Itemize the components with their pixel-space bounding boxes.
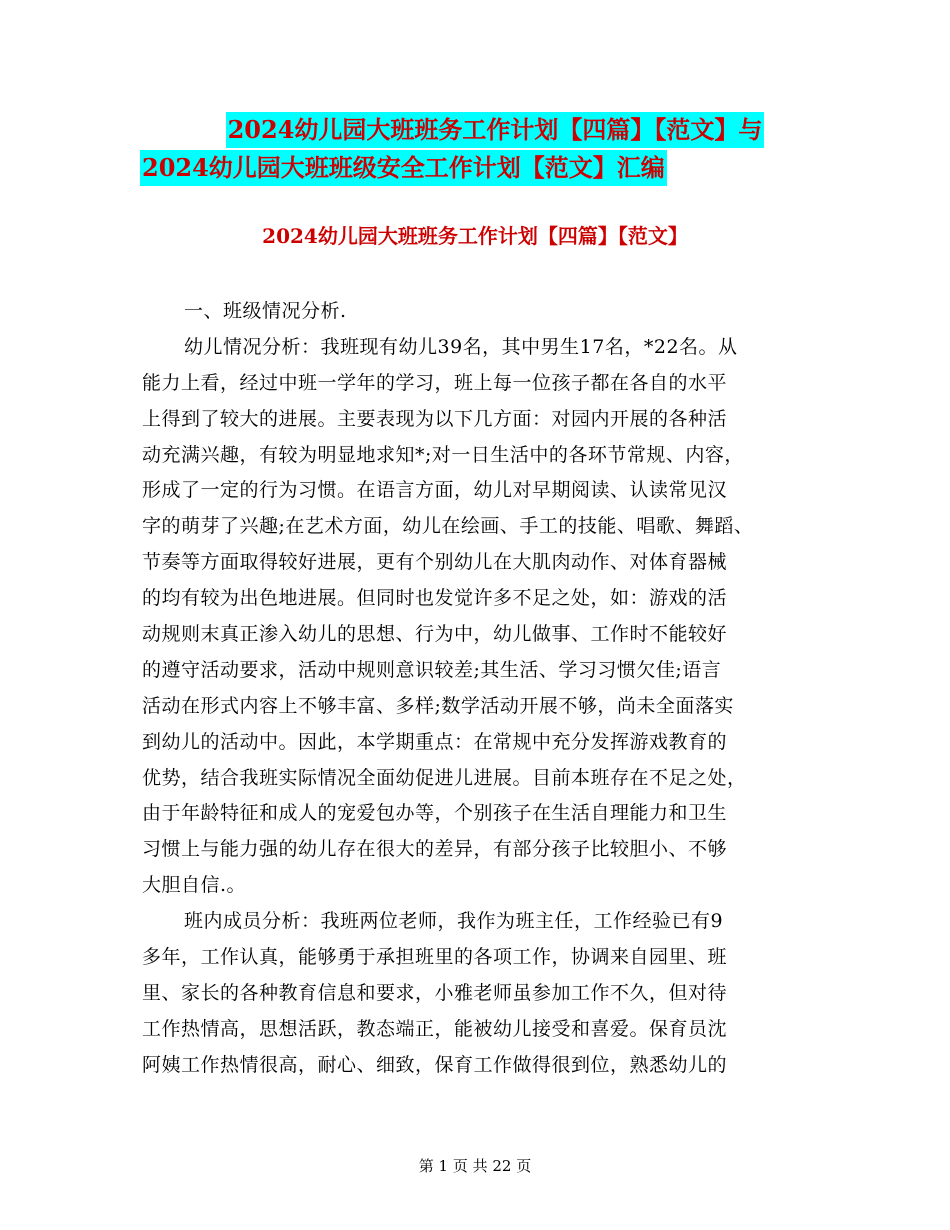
title-line-1: 2024幼儿园大班班务工作计划【四篇】【范文】与 (226, 112, 765, 148)
page-footer: 第 1 页 共 22 页 (418, 1157, 532, 1175)
title-line-2: 2024幼儿园大班班级安全工作计划【范文】汇编 (140, 150, 667, 186)
paragraph-line: 的均有较为出色地进展。但同时也发觉许多不足之处，如：游戏的活 (142, 587, 728, 610)
paragraph-line: 能力上看，经过中班一学年的学习，班上每一位孩子都在各自的水平 (142, 371, 728, 394)
paragraph-line: 活动在形式内容上不够丰富、多样;数学活动开展不够，尚未全面落实 (142, 694, 734, 717)
paragraph-line: 阿姨工作热情很高，耐心、细致，保育工作做得很到位，熟悉幼儿的 (142, 1053, 728, 1076)
paragraph-line: 动规则末真正渗入幼儿的思想、行为中，幼儿做事、工作时不能较好 (142, 623, 728, 646)
paragraph-line: 习惯上与能力强的幼儿存在很大的差异，有部分孩子比较胆小、不够 (142, 838, 728, 861)
paragraph-line: 班内成员分析：我班两位老师，我作为班主任，工作经验已有9 (184, 910, 724, 933)
paragraph-line: 优势，结合我班实际情况全面幼促进儿进展。目前本班存在不足之处， (142, 766, 747, 789)
paragraph-line: 上得到了较大的进展。主要表现为以下几方面：对园内开展的各种活 (142, 407, 728, 430)
paragraph-line: 的遵守活动要求，活动中规则意识较差;其生活、学习习惯欠佳;语言 (142, 658, 722, 681)
paragraph-line: 里、家长的各种教育信息和要求，小雅老师虽参加工作不久，但对待 (142, 981, 728, 1004)
section-title: 2024幼儿园大班班务工作计划【四篇】【范文】 (262, 224, 688, 248)
paragraph-line: 幼儿情况分析：我班现有幼儿39名，其中男生17名，*22名。从 (184, 335, 738, 358)
paragraph-line: 到幼儿的活动中。因此，本学期重点：在常规中充分发挥游戏教育的 (142, 730, 728, 753)
paragraph-line: 工作热情高，思想活跃，教态端正，能被幼儿接受和喜爱。保育员沈 (142, 1017, 728, 1040)
document-body (142, 294, 822, 1084)
paragraph-line: 多年，工作认真，能够勇于承担班里的各项工作，协调来自园里、班 (142, 946, 728, 969)
paragraph-line: 由于年龄特征和成人的宠爱包办等，个别孩子在生活自理能力和卫生 (142, 802, 728, 825)
document-title (0, 112, 950, 182)
paragraph-line: 大胆自信.。 (142, 874, 247, 897)
paragraph-line: 节奏等方面取得较好进展，更有个别幼儿在大肌肉动作、对体育器械 (142, 551, 728, 574)
paragraph-line: 形成了一定的行为习惯。在语言方面，幼儿对早期阅读、认读常见汉 (142, 479, 728, 502)
paragraph-line: 字的萌芽了兴趣;在艺术方面，幼儿在绘画、手工的技能、唱歌、舞蹈、 (142, 515, 754, 538)
heading-class-analysis: 一、班级情况分析. (184, 300, 347, 322)
paragraph-line: 动充满兴趣，有较为明显地求知*;对一日生活中的各环节常规、内容， (142, 443, 744, 466)
